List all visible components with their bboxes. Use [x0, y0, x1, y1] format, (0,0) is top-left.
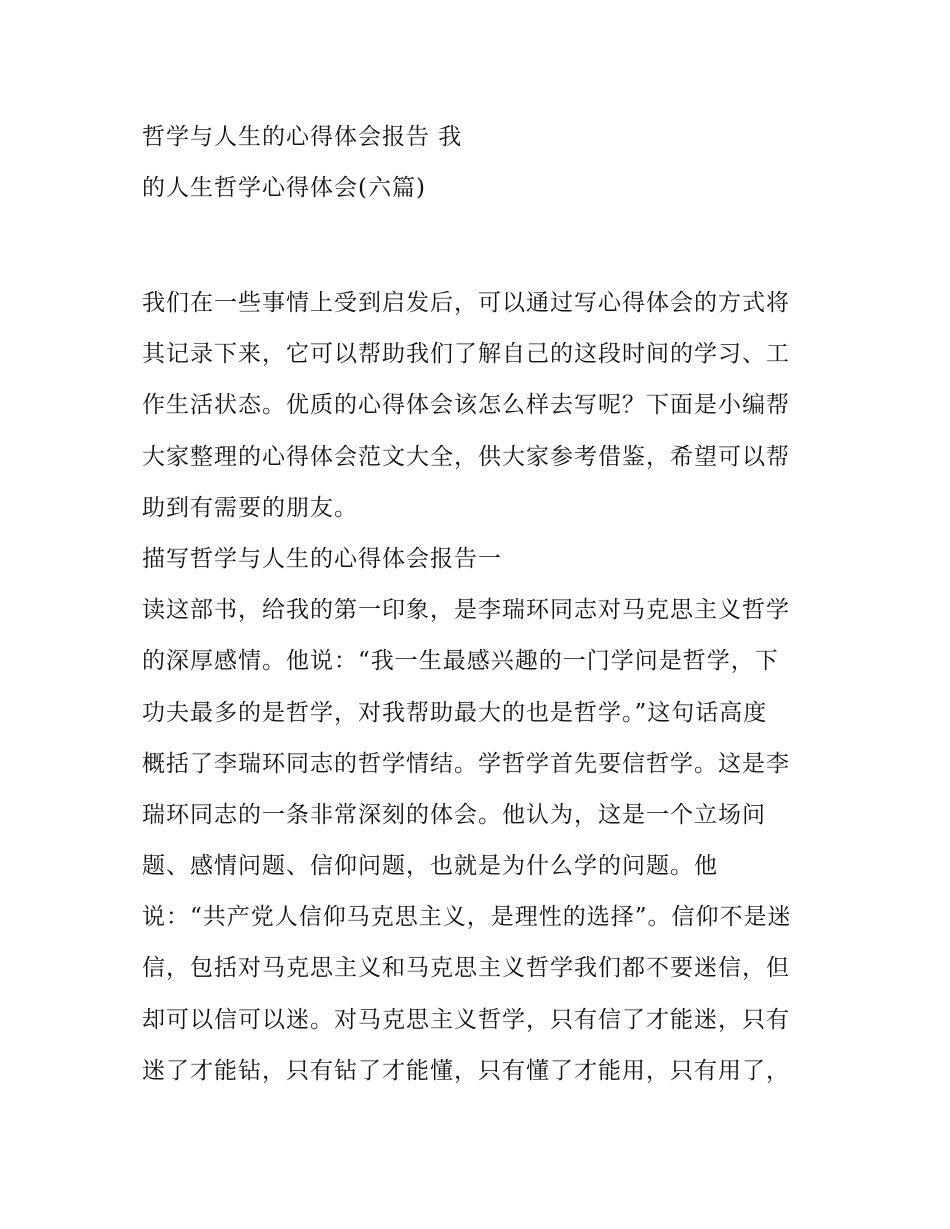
body-line: 我们在一些事情上受到启发后，可以通过写心得体会的方式将	[142, 290, 790, 316]
body-line: 却可以信可以迷。对马克思主义哲学，只有信了才能迷，只有	[142, 1006, 790, 1033]
body-line: 助到有需要的朋友。	[142, 494, 358, 521]
title-line: 哲学与人生的心得体会报告 我	[142, 124, 463, 150]
body-line: 瑞环同志的一条非常深刻的体会。他认为，这是一个立场问	[142, 801, 766, 828]
body-line: 读这部书，给我的第一印象，是李瑞环同志对马克思主义哲学	[142, 597, 790, 624]
document-title	[142, 112, 822, 214]
body-line: 功夫最多的是哲学，对我帮助最大的也是哲学。”这句话高度	[142, 699, 768, 726]
body-line: 说：“共产党人信仰马克思主义，是理性的选择”。信仰不是迷	[142, 904, 792, 931]
body-line: 题、感情问题、信仰问题，也就是为什么学的问题。他	[142, 853, 718, 880]
body-line: 作生活状态。优质的心得体会该怎么样去写呢？下面是小编帮	[142, 392, 790, 419]
body-line: 迷了才能钻，只有钻了才能懂，只有懂了才能用，只有用了，	[142, 1057, 790, 1084]
body-line: 概括了李瑞环同志的哲学情结。学哲学首先要信哲学。这是李	[142, 750, 790, 777]
body-line: 的深厚感情。他说：“我一生最感兴趣的一门学问是哲学，下	[142, 648, 779, 675]
body-line: 信，包括对马克思主义和马克思主义哲学我们都不要迷信，但	[142, 955, 790, 982]
body-line: 大家整理的心得体会范文大全，供大家参考借鉴，希望可以帮	[142, 443, 790, 470]
document-body	[142, 278, 822, 1097]
section-heading: 描写哲学与人生的心得体会报告一	[142, 545, 502, 572]
title-line: 的人生哲学心得体会(六篇)	[142, 175, 426, 202]
body-line: 其记录下来，它可以帮助我们了解自己的这段时间的学习、工	[142, 341, 790, 368]
